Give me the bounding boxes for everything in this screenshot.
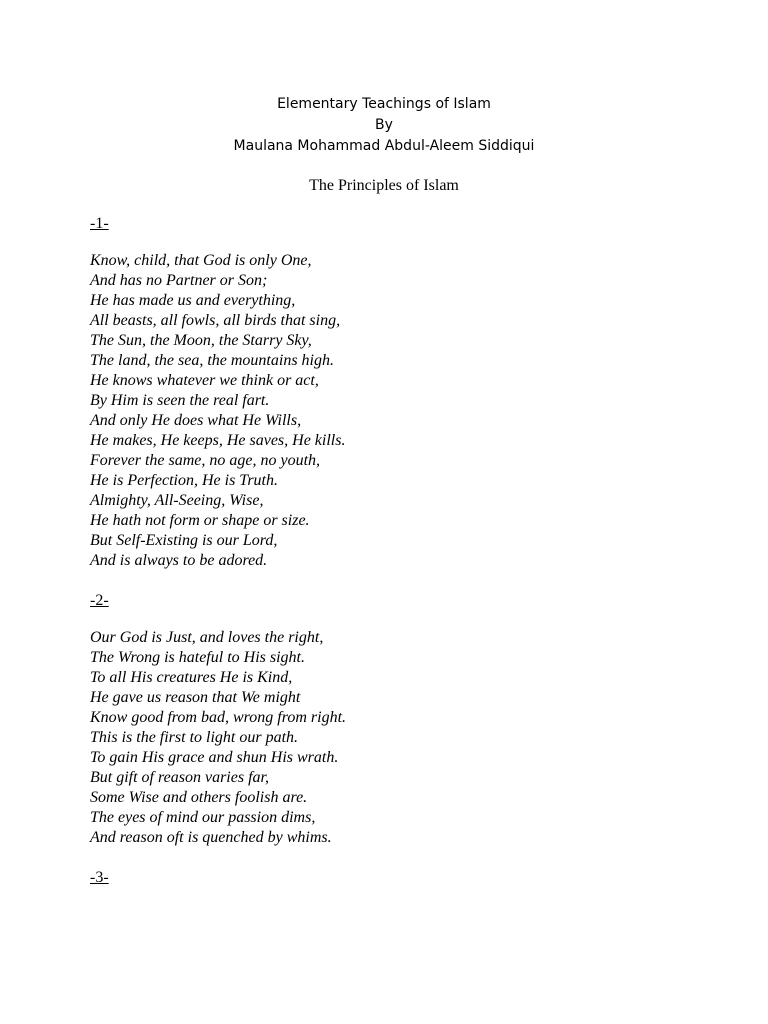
poem-section-1	[90, 213, 690, 571]
poem-section-2	[90, 590, 690, 848]
poem-line: He gave us reason that We might	[90, 689, 301, 706]
poem-line: This is the first to light our path.	[90, 729, 299, 746]
poem-line: And has no Partner or Son;	[90, 272, 268, 289]
poem-line: But Self-Existing is our Lord,	[90, 532, 278, 549]
section-number: -1-	[90, 215, 109, 232]
poem-section-3	[90, 867, 690, 889]
poem-line: The Wrong is hateful to His sight.	[90, 649, 305, 666]
author-name: Maulana Mohammad Abdul-Aleem Siddiqui	[233, 138, 535, 154]
poem-line: He makes, He keeps, He saves, He kills.	[90, 432, 346, 449]
section-number: -3-	[90, 869, 109, 886]
poem-line: He has made us and everything,	[90, 292, 296, 309]
poem-line: To all His creatures He is Kind,	[90, 669, 293, 686]
poem-line: Know good from bad, wrong from right.	[90, 709, 347, 726]
poem-line: He hath not form or shape or size.	[90, 512, 310, 529]
document-title: Elementary Teachings of Islam	[277, 96, 491, 112]
by-line: By	[375, 117, 393, 133]
document-header	[0, 94, 768, 157]
stanza	[90, 628, 690, 848]
section-number: -2-	[90, 592, 109, 609]
poem-line: All beasts, all fowls, all birds that sing,	[90, 312, 341, 329]
poem-line: And is always to be adored.	[90, 552, 268, 569]
poem-line: The eyes of mind our passion dims,	[90, 809, 316, 826]
poem-line: To gain His grace and shun His wrath.	[90, 749, 339, 766]
poem-line: And reason oft is quenched by whims.	[90, 829, 332, 846]
poem-line: Almighty, All-Seeing, Wise,	[90, 492, 264, 509]
poem-line: But gift of reason varies far,	[90, 769, 269, 786]
poem-line: Our God is Just, and loves the right,	[90, 629, 324, 646]
poem-line: The Sun, the Moon, the Starry Sky,	[90, 332, 312, 349]
poem-line: And only He does what He Wills,	[90, 412, 302, 429]
stanza	[90, 251, 690, 571]
poem-line: Forever the same, no age, no youth,	[90, 452, 321, 469]
poem-line: Some Wise and others foolish are.	[90, 789, 308, 806]
poem-line: The land, the sea, the mountains high.	[90, 352, 334, 369]
poem-line: Know, child, that God is only One,	[90, 252, 312, 269]
poem-line: He is Perfection, He is Truth.	[90, 472, 278, 489]
poem-line: He knows whatever we think or act,	[90, 372, 319, 389]
section-heading: The Principles of Islam	[309, 177, 459, 194]
poem-line: By Him is seen the real fart.	[90, 392, 270, 409]
